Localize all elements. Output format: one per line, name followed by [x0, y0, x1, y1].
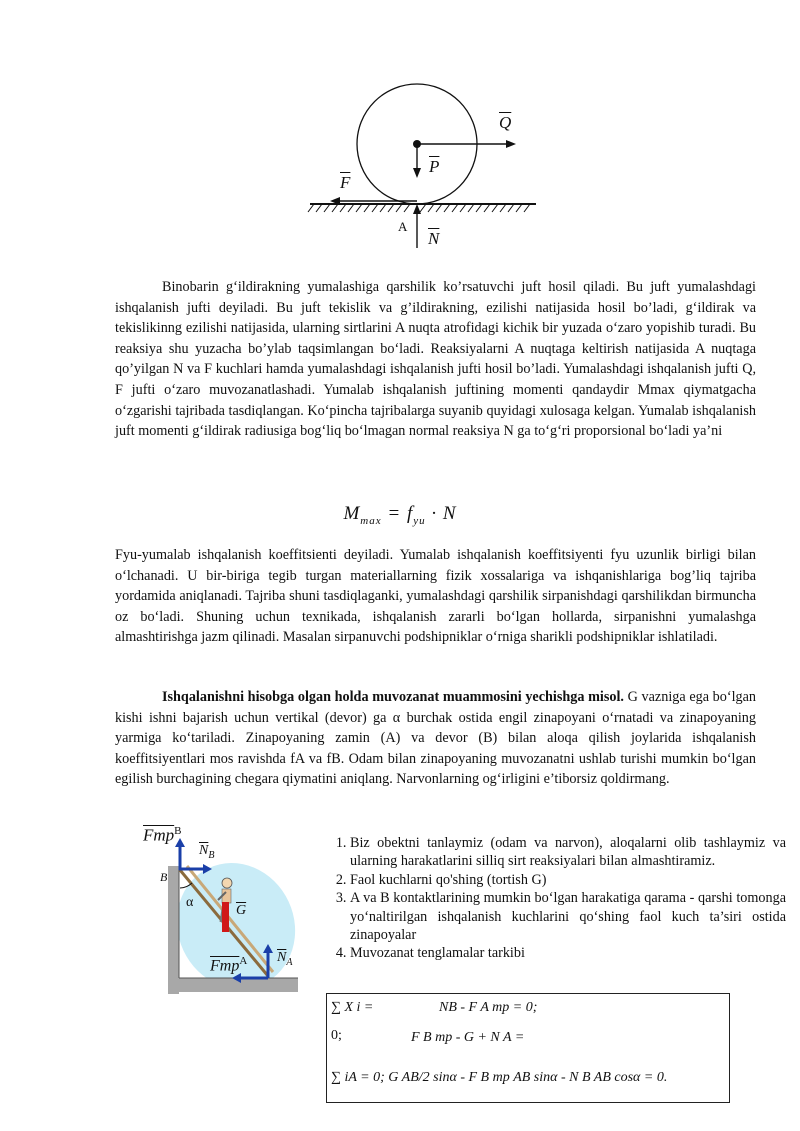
example-heading: Ishqalanishni hisobga olgan holda muvozanat muammosini yechishga misol. [162, 689, 624, 705]
equation-line-2a: 0; [331, 1028, 342, 1043]
label-A-point: A [398, 219, 408, 234]
paragraph-example [115, 687, 756, 790]
step-4: 4. Muvozanat tenglamalar tarkibi [350, 944, 786, 962]
equation-line-3: ∑ iA = 0; G AB/2 sinα - F B тр AB sinα - N B AB cosα = 0. [331, 1070, 668, 1085]
equation-line-1a: ∑ X i = [331, 1000, 374, 1015]
label-G: $\overline{G}$ [236, 903, 247, 918]
label-N-A: $\overline{N}_A$ [277, 950, 293, 968]
paragraph-coefficient [115, 545, 756, 648]
label-F-tr-A: Fтр$^A$ [210, 955, 248, 975]
paragraph-2-text: Fyu-yumalab ishqalanish koeffitsienti deyiladi. Yumalab ishqalanish koeffitsiyenti fyu uzunlik birligi bilan o‘lchanadi. U bir-biriga tegib turgan materiallarning fizik xossalariga va ishqanishlariga bog’liq tajriba yordamida aniqlanadi. Tajriba shuni tasdiqlaganki, yumalashdagi qarshilik sirpanishdagi qarshilikdan birmuncha oz bo‘ladi. Shuning uchun texnikada, ishqalanish zararli bo‘lgan hollarda, sirpanishni yumalashga almashtirishga jazm qilinadi. Masalan sirpanuvchi podshipniklar o‘rniga sharikli podshipniklar ishlatiladi. [115, 547, 756, 646]
label-P: $\overline{P}$ [429, 157, 440, 176]
label-Q: $\overline{Q}$ [499, 113, 512, 132]
paragraph-rolling-friction [115, 277, 756, 442]
equilibrium-equations-box [326, 993, 730, 1103]
label-alpha: α [186, 895, 194, 910]
label-N-B: $\overline{N}_B$ [199, 843, 215, 861]
solution-steps [320, 834, 786, 963]
formula-mmax: $M_{max} = f_{yu} \cdot N$ [343, 503, 457, 527]
equation-line-2b: F B тр - G + N A = [411, 1030, 525, 1045]
step-1: 1. Biz obektni tanlaymiz (odam va narvon), aloqalarni olib tashlaymiz va ularning harakatlarini silliq sirt reaksiyalari bilan almashtiramiz. [350, 834, 786, 871]
step-2: 2. Faol kuchlarni qo'shing (tortish G) [350, 871, 786, 889]
wheel-diagram [300, 78, 550, 260]
label-F: $\overline{F}$ [340, 173, 351, 192]
paragraph-3-text: G vazniga ega bo‘lgan kishi ishni bajarish uchun vertikal (devor) ga α burchak ostida engil zinapoyani o‘rnatadi va zinapoyaning yarmiga ko‘tariladi. Zinapoyaning zamin (A) va devor (B) bilan aloqa qilish joylarida ishqalanish koeffitsiyentlari mos ravishda fA va fB. Odam bilan zinapoyaning muvozanatni ushlab turishi mumkin bo‘lgan egilish burchagining chegara qiymatini aniqlang. Narvonlarning og‘irligini e’tiborsiz qoldirmang. [115, 689, 756, 788]
label-N: $\overline{N}$ [428, 229, 440, 248]
label-F-tr-B: Fтр$^B$ [143, 825, 182, 845]
paragraph-1-text: Binobarin g‘ildirakning yumalashiga qarshilik ko’rsatuvchi juft hosil qiladi. Bu juft yumalashdagi ishqalanish jufti deyiladi. Bu juft tekislik va g’ildirakning, ezilishi natijasida hosil bo’ladi, g‘ildirak va tekislikinng ezilishi natijasida, ularning sirtlarini A nuqta atrofidagi kichik bir yuzada o‘zaro yopishib turadi. Bu reaksiya shu yuzacha bo’ylab taqsimlangan bo‘ladi. Reaksiyalarni A nuqtaga keltirish natijasida A nuqtaga qo’yilgan N va F kuchlari hamda yumalashdagi ishqalanish jufti hosil bo’ladi. Yumalashdagi ishqalanish jufti Q, F jufti o‘zaro muvozanatlashadi. Yumalab ishqalanish juftining momenti qandaydir Mmax qiymatgacha o‘zgarishi tajribada tasdiqlangan. Ko‘pincha tajribalarga suyanib quyidagi xulosaga kelgan. Yumalab ishqalanish juft momenti g‘ildirak radiusiga bog‘liq bo‘lmagan normal reaksiya N ga to‘g‘ri proporsional bo‘ladi ya’ni [115, 279, 756, 440]
label-B-point: B [160, 870, 168, 884]
equation-line-1b: NB - F A тр = 0; [439, 1000, 538, 1015]
step-3: 3. A va B kontaktlarining mumkin bo‘lgan harakatiga qarama - qarshi tomonga yo‘naltirilgan ishqalanish kuchlarini qo‘shing faol kuch ta’siri ostida zinapoyalar [350, 889, 786, 944]
